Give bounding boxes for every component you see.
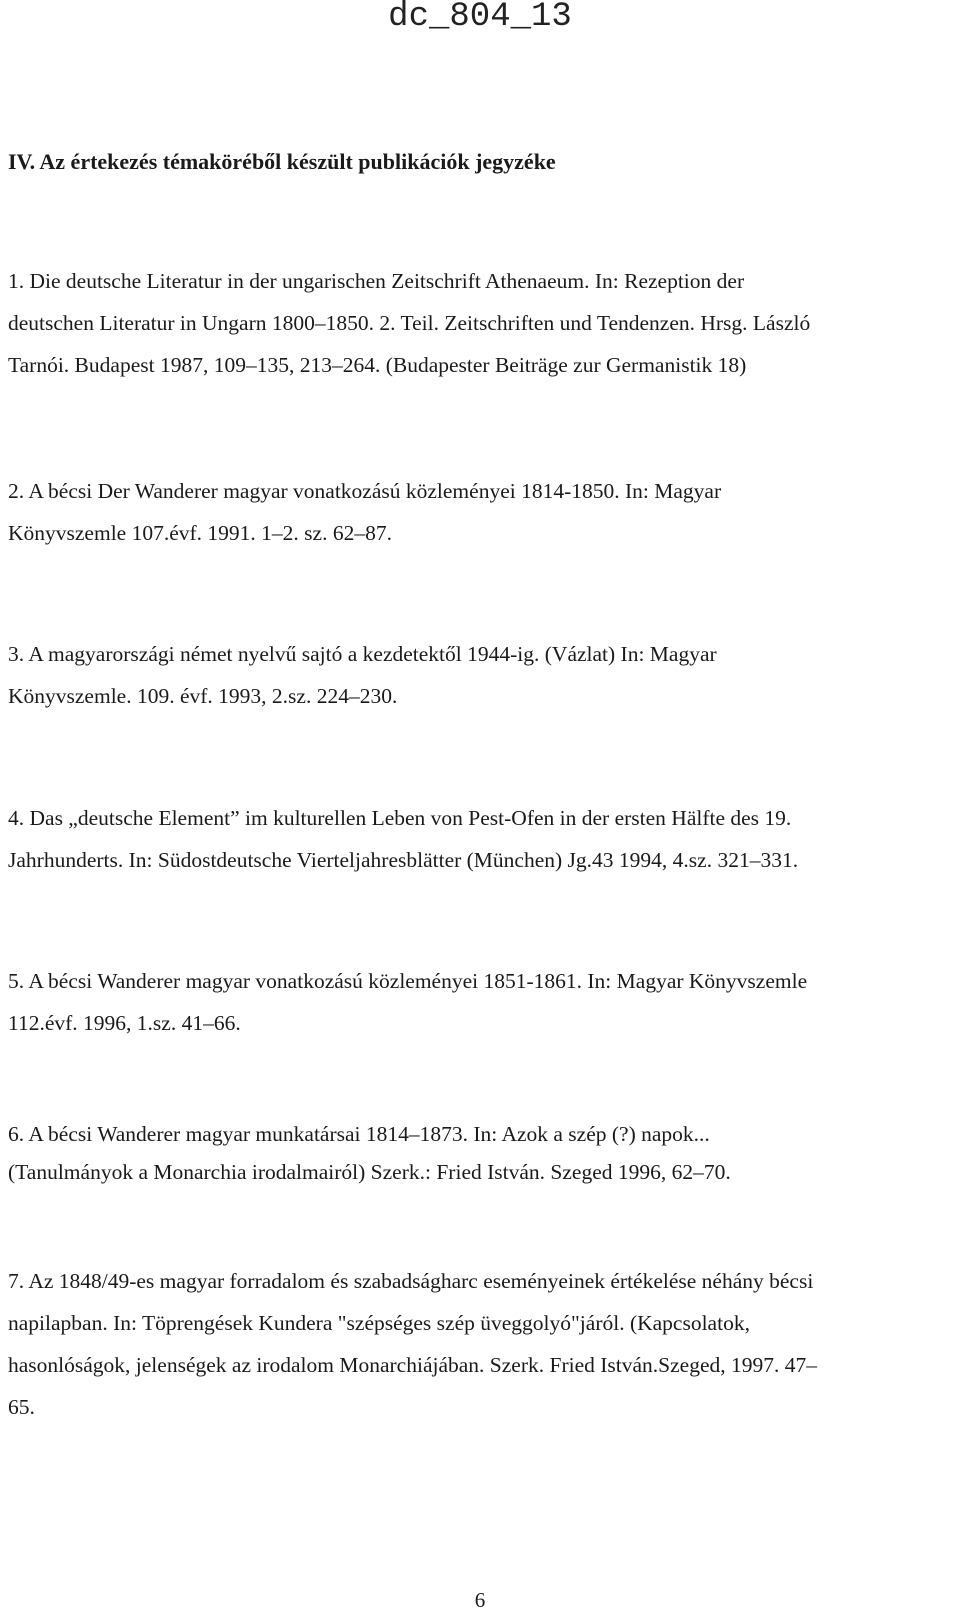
publication-line: 2. A bécsi Der Wanderer magyar vonatkozású közleményei 1814-1850. In: Magyar: [8, 479, 722, 503]
publication-item-6: [8, 1115, 953, 1191]
publication-line: 7. Az 1848/49-es magyar forradalom és szabadságharc eseményeinek értékelése néhány bécsi: [8, 1269, 814, 1293]
publication-line: Tarnói. Budapest 1987, 109–135, 213–264. (Budapester Beiträge zur Germanistik 18): [8, 353, 747, 377]
publication-line: 5. A bécsi Wanderer magyar vonatkozású közleményei 1851-1861. In: Magyar Könyvszemle: [8, 969, 808, 993]
page-number: 6: [474, 1588, 486, 1612]
section-heading: IV. Az értekezés témaköréből készült publikációk jegyzéke: [8, 149, 556, 174]
publication-line: napilapban. In: Töprengések Kundera "szépséges szép üveggolyó"járól. (Kapcsolatok,: [8, 1311, 750, 1335]
publication-item-2: [8, 470, 953, 554]
publication-line: deutschen Literatur in Ungarn 1800–1850. 2. Teil. Zeitschriften und Tendenzen. Hrsg. László: [8, 311, 811, 335]
publication-line: Jahrhunderts. In: Südostdeutsche Vierteljahresblätter (München) Jg.43 1994, 4.sz. 321–331.: [8, 848, 799, 872]
publication-line: 4. Das „deutsche Element” im kulturellen Leben von Pest-Ofen in der ersten Hälfte des 19.: [8, 806, 792, 830]
publication-item-4: [8, 797, 953, 881]
document-code-header: dc_804_13: [388, 0, 572, 36]
publication-line: 3. A magyarországi német nyelvű sajtó a kezdetektől 1944-ig. (Vázlat) In: Magyar: [8, 642, 717, 666]
publication-line: (Tanulmányok a Monarchia irodalmairól) Szerk.: Fried István. Szeged 1996, 62–70.: [8, 1160, 731, 1184]
publication-item-3: [8, 633, 953, 717]
publication-line: Könyvszemle. 109. évf. 1993, 2.sz. 224–230.: [8, 684, 398, 708]
publication-line: 65.: [8, 1395, 35, 1419]
publication-line: 1. Die deutsche Literatur in der ungarischen Zeitschrift Athenaeum. In: Rezeption der: [8, 269, 745, 293]
publication-item-5: [8, 960, 953, 1044]
publication-line: 112.évf. 1996, 1.sz. 41–66.: [8, 1011, 241, 1035]
publication-line: hasonlóságok, jelenségek az irodalom Monarchiájában. Szerk. Fried István.Szeged, 1997. 47–: [8, 1353, 818, 1377]
publication-item-7: [8, 1260, 953, 1428]
publication-line: Könyvszemle 107.évf. 1991. 1–2. sz. 62–87.: [8, 521, 392, 545]
publication-item-1: [8, 260, 953, 386]
publication-line: 6. A bécsi Wanderer magyar munkatársai 1814–1873. In: Azok a szép (?) napok...: [8, 1122, 710, 1146]
